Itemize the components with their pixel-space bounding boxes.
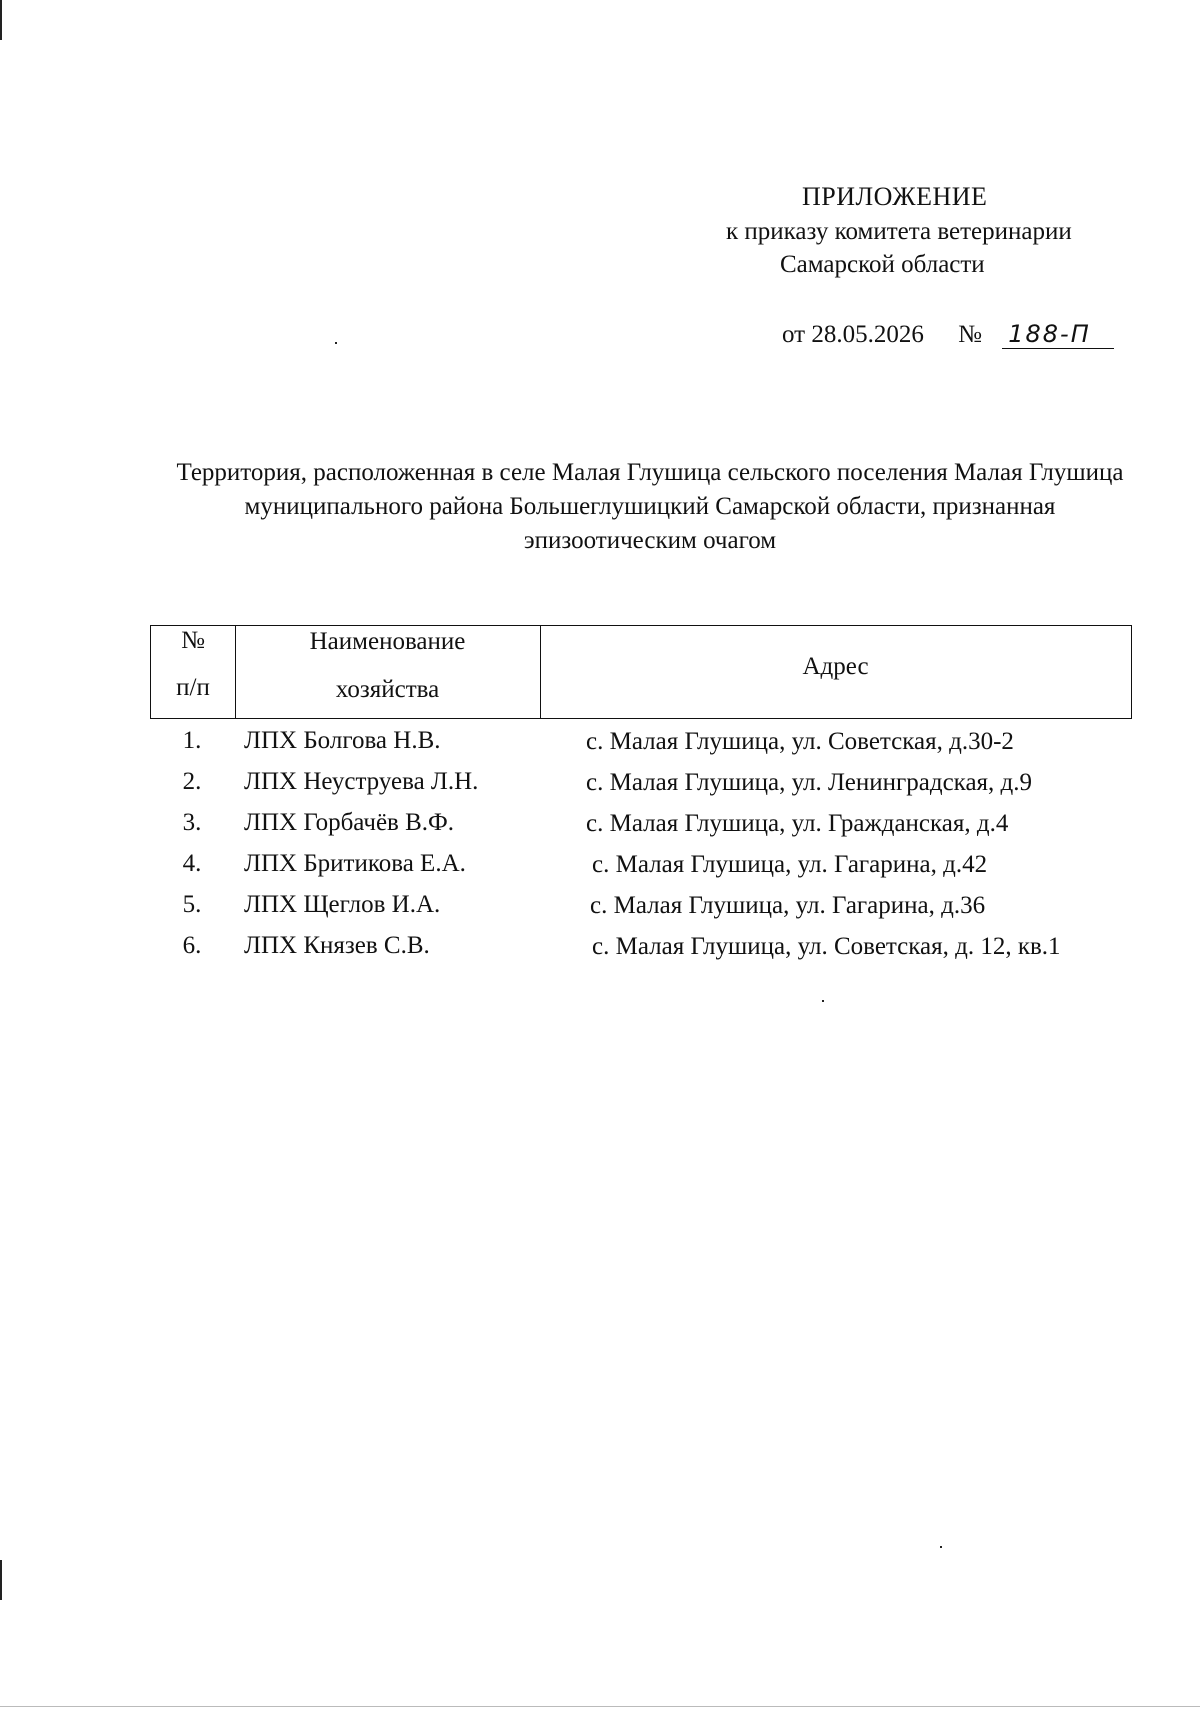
scan-edge-mark	[0, 0, 2, 40]
row-farm-name: ЛПХ Горбачёв В.Ф.	[244, 809, 455, 836]
row-address: с. Малая Глушица, ул. Гагарина, д.42	[592, 851, 988, 878]
row-farm-name: ЛПХ Князев С.В.	[244, 932, 430, 959]
scan-speck	[335, 342, 337, 344]
header-cell-address	[540, 626, 1131, 718]
table-header	[150, 625, 1132, 719]
table-row	[150, 801, 1132, 842]
order-number-sign: №	[958, 321, 982, 348]
row-address: с. Малая Глушица, ул. Гражданская, д.4	[586, 810, 1009, 837]
header-number-label: №	[181, 627, 205, 654]
row-farm-name: ЛПХ Болгова Н.В.	[244, 727, 441, 754]
header-name-label: Наименование	[309, 628, 466, 655]
owners-table	[150, 625, 1132, 965]
row-address: с. Малая Глушица, ул. Ленинградская, д.9	[586, 769, 1033, 796]
appendix-title: ПРИЛОЖЕНИЕ	[802, 182, 988, 211]
table-row	[150, 719, 1132, 760]
header-address-label: Адрес	[802, 653, 869, 680]
table-row	[150, 842, 1132, 883]
scan-speck	[940, 1546, 942, 1548]
row-farm-name: ЛПХ Неуструева Л.Н.	[244, 768, 479, 795]
order-date: 28.05.2026	[811, 321, 924, 348]
appendix-subtitle-line1: к приказу комитета ветеринарии	[726, 218, 1072, 245]
row-farm-name: ЛПХ Щеглов И.А.	[244, 891, 441, 918]
scan-edge-mark	[0, 1560, 2, 1600]
row-number: 2.	[182, 768, 202, 795]
order-prefix: от	[782, 321, 806, 348]
row-number: 5.	[182, 891, 202, 918]
scan-speck	[822, 1000, 824, 1002]
document-heading: Территория, расположенная в селе Малая Глушица сельского поселения Малая Глушица муниципального района Большеглушицкий Самарской области, признанная эпизоотическим очагом	[176, 459, 1124, 554]
row-address: с. Малая Глушица, ул. Советская, д. 12, кв.1	[592, 933, 1061, 960]
order-number-handwritten: 188-П	[1002, 320, 1114, 349]
row-number: 4.	[182, 850, 202, 877]
row-farm-name: ЛПХ Бритикова Е.А.	[244, 850, 466, 877]
header-cell-name	[235, 626, 541, 718]
table-row	[150, 760, 1132, 801]
row-address: с. Малая Глушица, ул. Гагарина, д.36	[590, 892, 986, 919]
table-row	[150, 883, 1132, 924]
order-reference	[782, 320, 1114, 349]
table-row	[150, 924, 1132, 965]
row-number: 1.	[182, 727, 202, 754]
header-number-sublabel: п/п	[176, 674, 210, 701]
header-cell-number	[151, 626, 236, 718]
row-number: 3.	[182, 809, 202, 836]
scan-bottom-line	[0, 1706, 1200, 1707]
header-name-sublabel: хозяйства	[335, 676, 440, 703]
row-address: с. Малая Глушица, ул. Советская, д.30-2	[586, 728, 1014, 755]
row-number: 6.	[182, 932, 202, 959]
appendix-subtitle-line2: Самарской области	[780, 251, 985, 278]
